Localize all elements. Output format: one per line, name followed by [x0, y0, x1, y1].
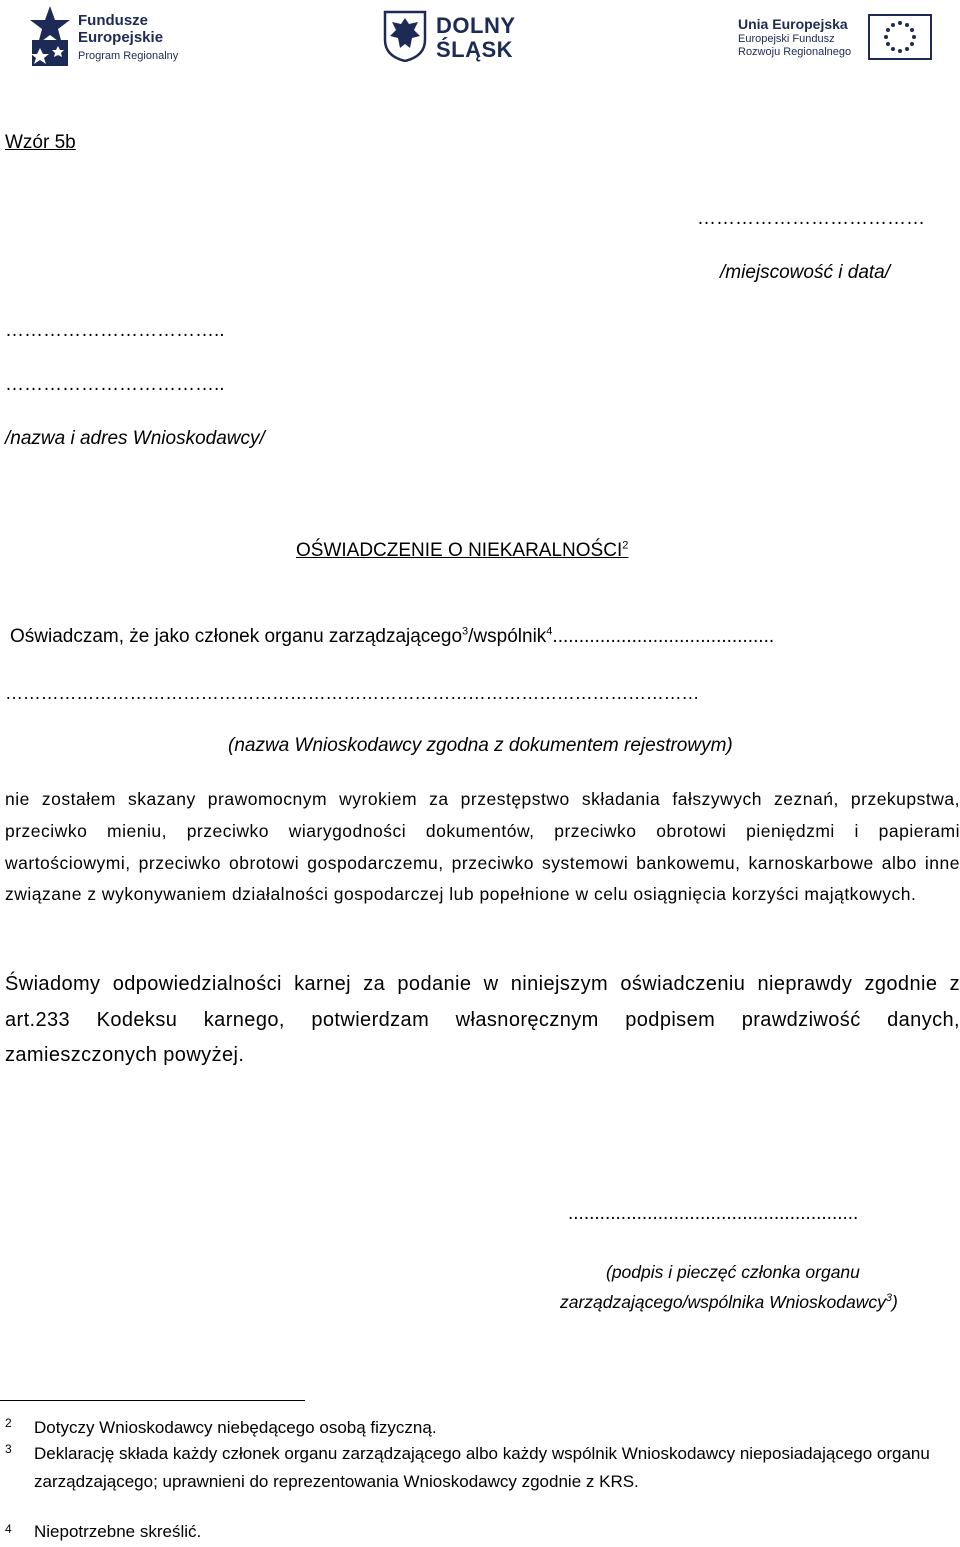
footnote-4-number: 4: [5, 1522, 12, 1536]
declaration-footnote-ref-4: 4: [546, 625, 553, 638]
footnote-separator: [0, 1400, 305, 1401]
signature-label-1: (podpis i pieczęć członka organu: [606, 1262, 860, 1282]
document-title: [296, 540, 628, 562]
footnote-3-text: Deklarację składa każdy członek organu zarządzającego albo każdy wspólnik Wnioskodawcy nieposiadającego organu zarządzającego; uprawnieni do reprezentowania Wnioskodawcy zgodnie z KRS.: [34, 1444, 930, 1491]
name-dots: ………………………………………………………………………………………………………: [5, 683, 700, 703]
silesian-eagle-icon: [382, 10, 428, 62]
unia-europejska-logo: [738, 8, 938, 66]
fe-logo-line2: Europejskie: [78, 29, 164, 46]
applicant-label: /nazwa i adres Wnioskodawcy/: [5, 428, 265, 449]
ue-logo-line1: Unia Europejska: [738, 16, 848, 32]
footnote-3-number: 3: [5, 1442, 12, 1456]
declaration-prefix: Oświadczam, że jako członek organu zarządzającego: [10, 626, 463, 647]
ds-logo-line2: ŚLĄSK: [436, 37, 514, 62]
ds-logo-line1: DOLNY: [436, 13, 516, 38]
applicant-line-2: ……………………………..: [5, 374, 225, 395]
footnote-4-text: Niepotrzebne skreślić.: [34, 1522, 202, 1541]
declaration-footnote-ref-3: 3: [462, 625, 469, 638]
footnote-2-text: Dotyczy Wnioskodawcy niebędącego osobą fizyczną.: [34, 1418, 437, 1437]
title-text: OŚWIADCZENIE O NIEKARALNOŚCI: [296, 540, 623, 561]
declaration-line: [10, 626, 774, 648]
footnote-2-number: 2: [5, 1416, 12, 1430]
place-date-label: /miejscowość i data/: [720, 262, 891, 283]
applicant-line-1: ……………………………..: [5, 320, 225, 341]
fundusze-europejskie-logo: [26, 4, 196, 68]
signature-footnote-ref: 3: [885, 1292, 892, 1305]
ue-logo-line2: Europejski Fundusz: [738, 33, 835, 45]
fe-logo-line3: Program Regionalny: [78, 50, 179, 62]
declaration-dots: ..........................................: [552, 626, 775, 647]
eu-flag-icon: [868, 14, 932, 60]
place-date-dots: ………………………………: [697, 208, 925, 229]
fe-logo-line1: Fundusze: [78, 12, 148, 29]
name-label: (nazwa Wnioskodawcy zgodna z dokumentem rejestrowym): [228, 735, 733, 756]
fe-stars-icon: [26, 4, 74, 68]
form-id: Wzór 5b: [5, 132, 76, 153]
signature-dots: .......................................................: [568, 1203, 859, 1224]
signature-label-2: [560, 1291, 898, 1313]
dolny-slask-logo: [382, 8, 532, 66]
signature-label-close: ): [891, 1292, 898, 1312]
title-footnote-ref: 2: [622, 539, 629, 552]
paragraph-2: Świadomy odpowiedzialności karnej za podanie w niniejszym oświadczeniu nieprawdy zgodnie z art.233 Kodeksu karnego, potwierdzam własnoręcznym podpisem prawdziwość danych, zamieszczonych powyżej.: [5, 973, 960, 1067]
paragraph-1: nie zostałem skazany prawomocnym wyrokiem za przestępstwo składania fałszywych zeznań, przekupstwa, przeciwko mieniu, przeciwko wiarygodności dokumentów, przeciwko obrotowi pieniędzmi i papierami wartościowymi, przeciwko obrotowi gospodarczemu, przeciwko systemowi bankowemu, karnoskarbowe albo inne związane z wykonywaniem działalności gospodarczej lub popełnione w celu osiągnięcia korzyści majątkowych.: [5, 789, 960, 905]
ue-logo-line3: Rozwoju Regionalnego: [738, 46, 852, 58]
declaration-mid: /wspólnik: [468, 626, 547, 647]
signature-label-2-text: zarządzającego/wspólnika Wnioskodawcy: [560, 1292, 886, 1312]
